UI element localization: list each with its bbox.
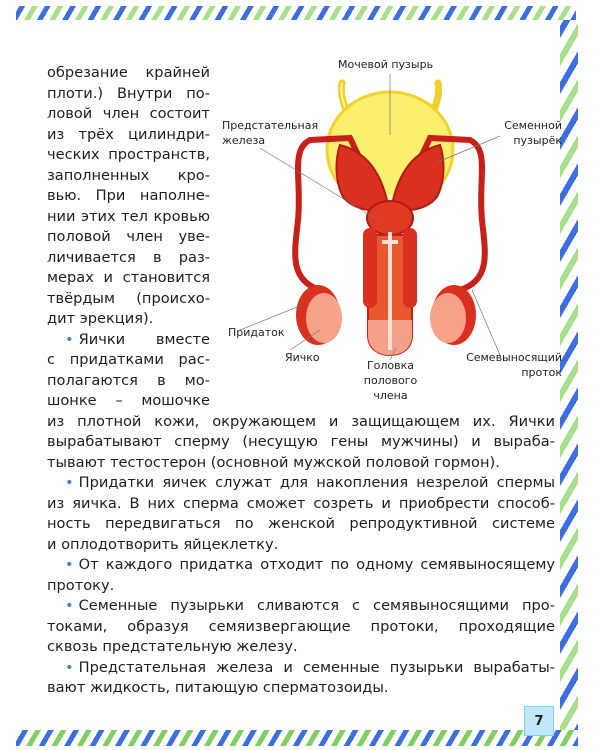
text-line: твёрдым (происхо- (47, 289, 210, 307)
decorative-border-bottom (16, 730, 578, 746)
text-line: половой член уве- (47, 228, 210, 245)
label-testis: Яичко (285, 351, 320, 364)
text-line: ческих пространств, (47, 146, 210, 163)
label-line: проток (521, 366, 562, 379)
text-line: дит эрекция). (47, 310, 154, 327)
text-line (47, 658, 555, 679)
label-line: члена (373, 389, 408, 402)
label-seminal-vesicle (504, 118, 562, 148)
text-line: шонке – мошочке (47, 392, 210, 409)
text-line: токами, образуя семяизвергающие протоки, проходящие (47, 617, 555, 635)
text-line: заполненных кро- (47, 166, 210, 184)
label-vas-deferens (466, 350, 562, 380)
text-line: сквозь предстательную железу. (47, 638, 298, 655)
text-line: обрезание крайней (47, 64, 210, 81)
label-line: Семевыносящий (466, 351, 562, 364)
text-line: и оплодотворить яйцеклетку. (47, 535, 279, 553)
label-line: Семенной (504, 119, 562, 132)
label-line: полового (363, 374, 418, 387)
text-line: из плотной кожи, окружающем и защищающем их. Яички (47, 412, 555, 430)
bullet-icon: • (65, 556, 74, 573)
text-line: из трёх цилиндри- (47, 125, 210, 143)
reproductive-system-illustration (210, 50, 570, 400)
text-span: Семенные пузырьки сливаются с семявыносящими про- (78, 597, 555, 614)
text-line: плоти.) Внутри по- (47, 84, 210, 102)
text-line: вырабатывают сперму (несущую гены мужчины) и выраба- (47, 433, 555, 450)
text-line: нии этих тел кровью (47, 207, 210, 225)
text-line: вают жидкость, питающую сперматозоиды. (47, 679, 389, 696)
text-line (47, 555, 555, 576)
label-epididymis: Придаток (228, 326, 285, 339)
corpus-cavernosum-left (363, 228, 377, 308)
text-span: Яички вместе (78, 330, 210, 348)
label-line: пузырёк (513, 134, 562, 147)
text-line: личивается в раз- (47, 248, 210, 266)
bullet-icon: • (65, 474, 74, 491)
text-line (47, 596, 555, 617)
label-line: Головка (366, 359, 415, 372)
text-span: От каждого придатка отходит по одному семявыносящему (78, 556, 555, 573)
text-line: с придатками рас- (47, 351, 210, 368)
bullet-icon: • (65, 330, 74, 348)
text-line: тывают тестостерон (основной мужской половой гормон). (47, 453, 500, 471)
text-line: из яичка. В них сперма сможет созреть и приобрести способ- (47, 494, 555, 512)
label-glans (353, 358, 428, 403)
text-line: мерах и становится (47, 269, 210, 286)
label-bladder: Мочевой пузырь (338, 58, 434, 71)
label-line: железа (222, 134, 266, 147)
text-line: ловой член состоит (47, 105, 210, 122)
text-line (47, 473, 555, 494)
testis-right (430, 293, 466, 343)
page-number: 7 (524, 706, 554, 736)
corpus-cavernosum-right (403, 228, 417, 308)
text-span: Предстательная железа и семенные пузырьки вырабаты- (78, 658, 555, 676)
label-prostate (222, 118, 318, 148)
bullet-icon: • (65, 658, 74, 676)
text-line: полагаются в мо- (47, 371, 210, 389)
anatomy-diagram (210, 50, 570, 400)
text-span: Придатки яичек служат для накопления незрелой спермы (78, 474, 555, 491)
decorative-border-top (16, 6, 576, 20)
text-line: вью. При наполне- (47, 187, 210, 204)
text-line: протоку. (47, 576, 115, 594)
label-line: Предстательная (222, 119, 319, 132)
text-line (47, 330, 210, 351)
bullet-icon: • (65, 597, 74, 614)
text-line: ность передвигаться по женской репродуктивной системе (47, 515, 555, 532)
